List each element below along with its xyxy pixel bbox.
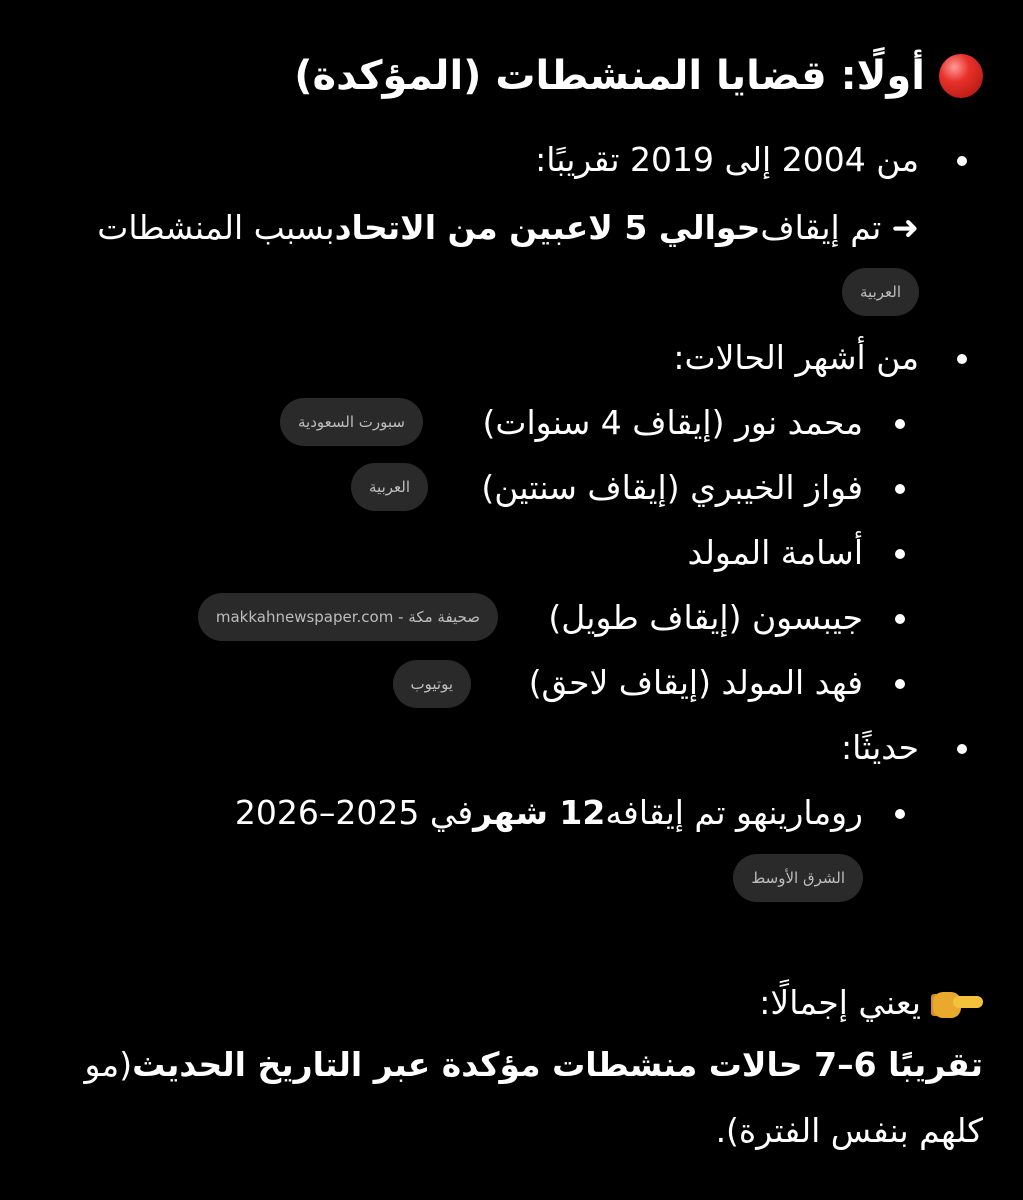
source-chip[interactable]: سبورت السعودية (280, 398, 423, 446)
bullet-icon (895, 614, 905, 624)
source-chip[interactable]: يوتيوب (393, 660, 472, 708)
source-chip[interactable]: العربية (351, 463, 428, 511)
bullet-icon (895, 484, 905, 494)
bullet-icon (895, 419, 905, 429)
heading-text: أولًا: قضايا المنشطات (المؤكدة) (294, 53, 925, 99)
summary-line: تقريبًا 6–7 حالات منشطات مؤكدة عبر التاريخ الحديث (مو (84, 1045, 983, 1084)
suspension-summary-line: ➜ تم إيقاف حوالي 5 لاعبين من الاتحاد بسبب المنشطات (97, 205, 919, 251)
list-item: رومارينهو تم إيقافه 12 شهر في 2025–2026 (234, 793, 863, 832)
bullet-icon (957, 354, 967, 364)
period-line: من 2004 إلى 2019 تقريبًا: (535, 140, 919, 179)
bullet-icon (895, 809, 905, 819)
summary-title: يعني إجمالًا: (759, 980, 983, 1026)
bullet-icon (957, 156, 967, 166)
list-item: أسامة المولد (687, 533, 863, 572)
bullet-icon (895, 549, 905, 559)
source-chip[interactable]: العربية (842, 268, 919, 316)
list-item: فواز الخيبري (إيقاف سنتين) (481, 468, 863, 507)
source-chip[interactable]: صحيفة مكة - makkahnewspaper.com (198, 593, 498, 641)
section-heading (294, 48, 983, 104)
cases-title: من أشهر الحالات: (673, 338, 919, 377)
arrow-icon: ➜ (891, 208, 919, 247)
recent-title: حديثًا: (840, 728, 919, 767)
list-item: جيبسون (إيقاف طويل) (548, 598, 863, 637)
source-chip[interactable]: الشرق الأوسط (733, 854, 863, 902)
list-item: محمد نور (إيقاف 4 سنوات) (482, 403, 863, 442)
red-circle-icon (939, 54, 983, 98)
bullet-icon (895, 679, 905, 689)
summary-line: كلهم بنفس الفترة). (715, 1111, 983, 1150)
bullet-icon (957, 744, 967, 754)
list-item: فهد المولد (إيقاف لاحق) (528, 663, 863, 702)
pointing-hand-icon (931, 986, 983, 1020)
